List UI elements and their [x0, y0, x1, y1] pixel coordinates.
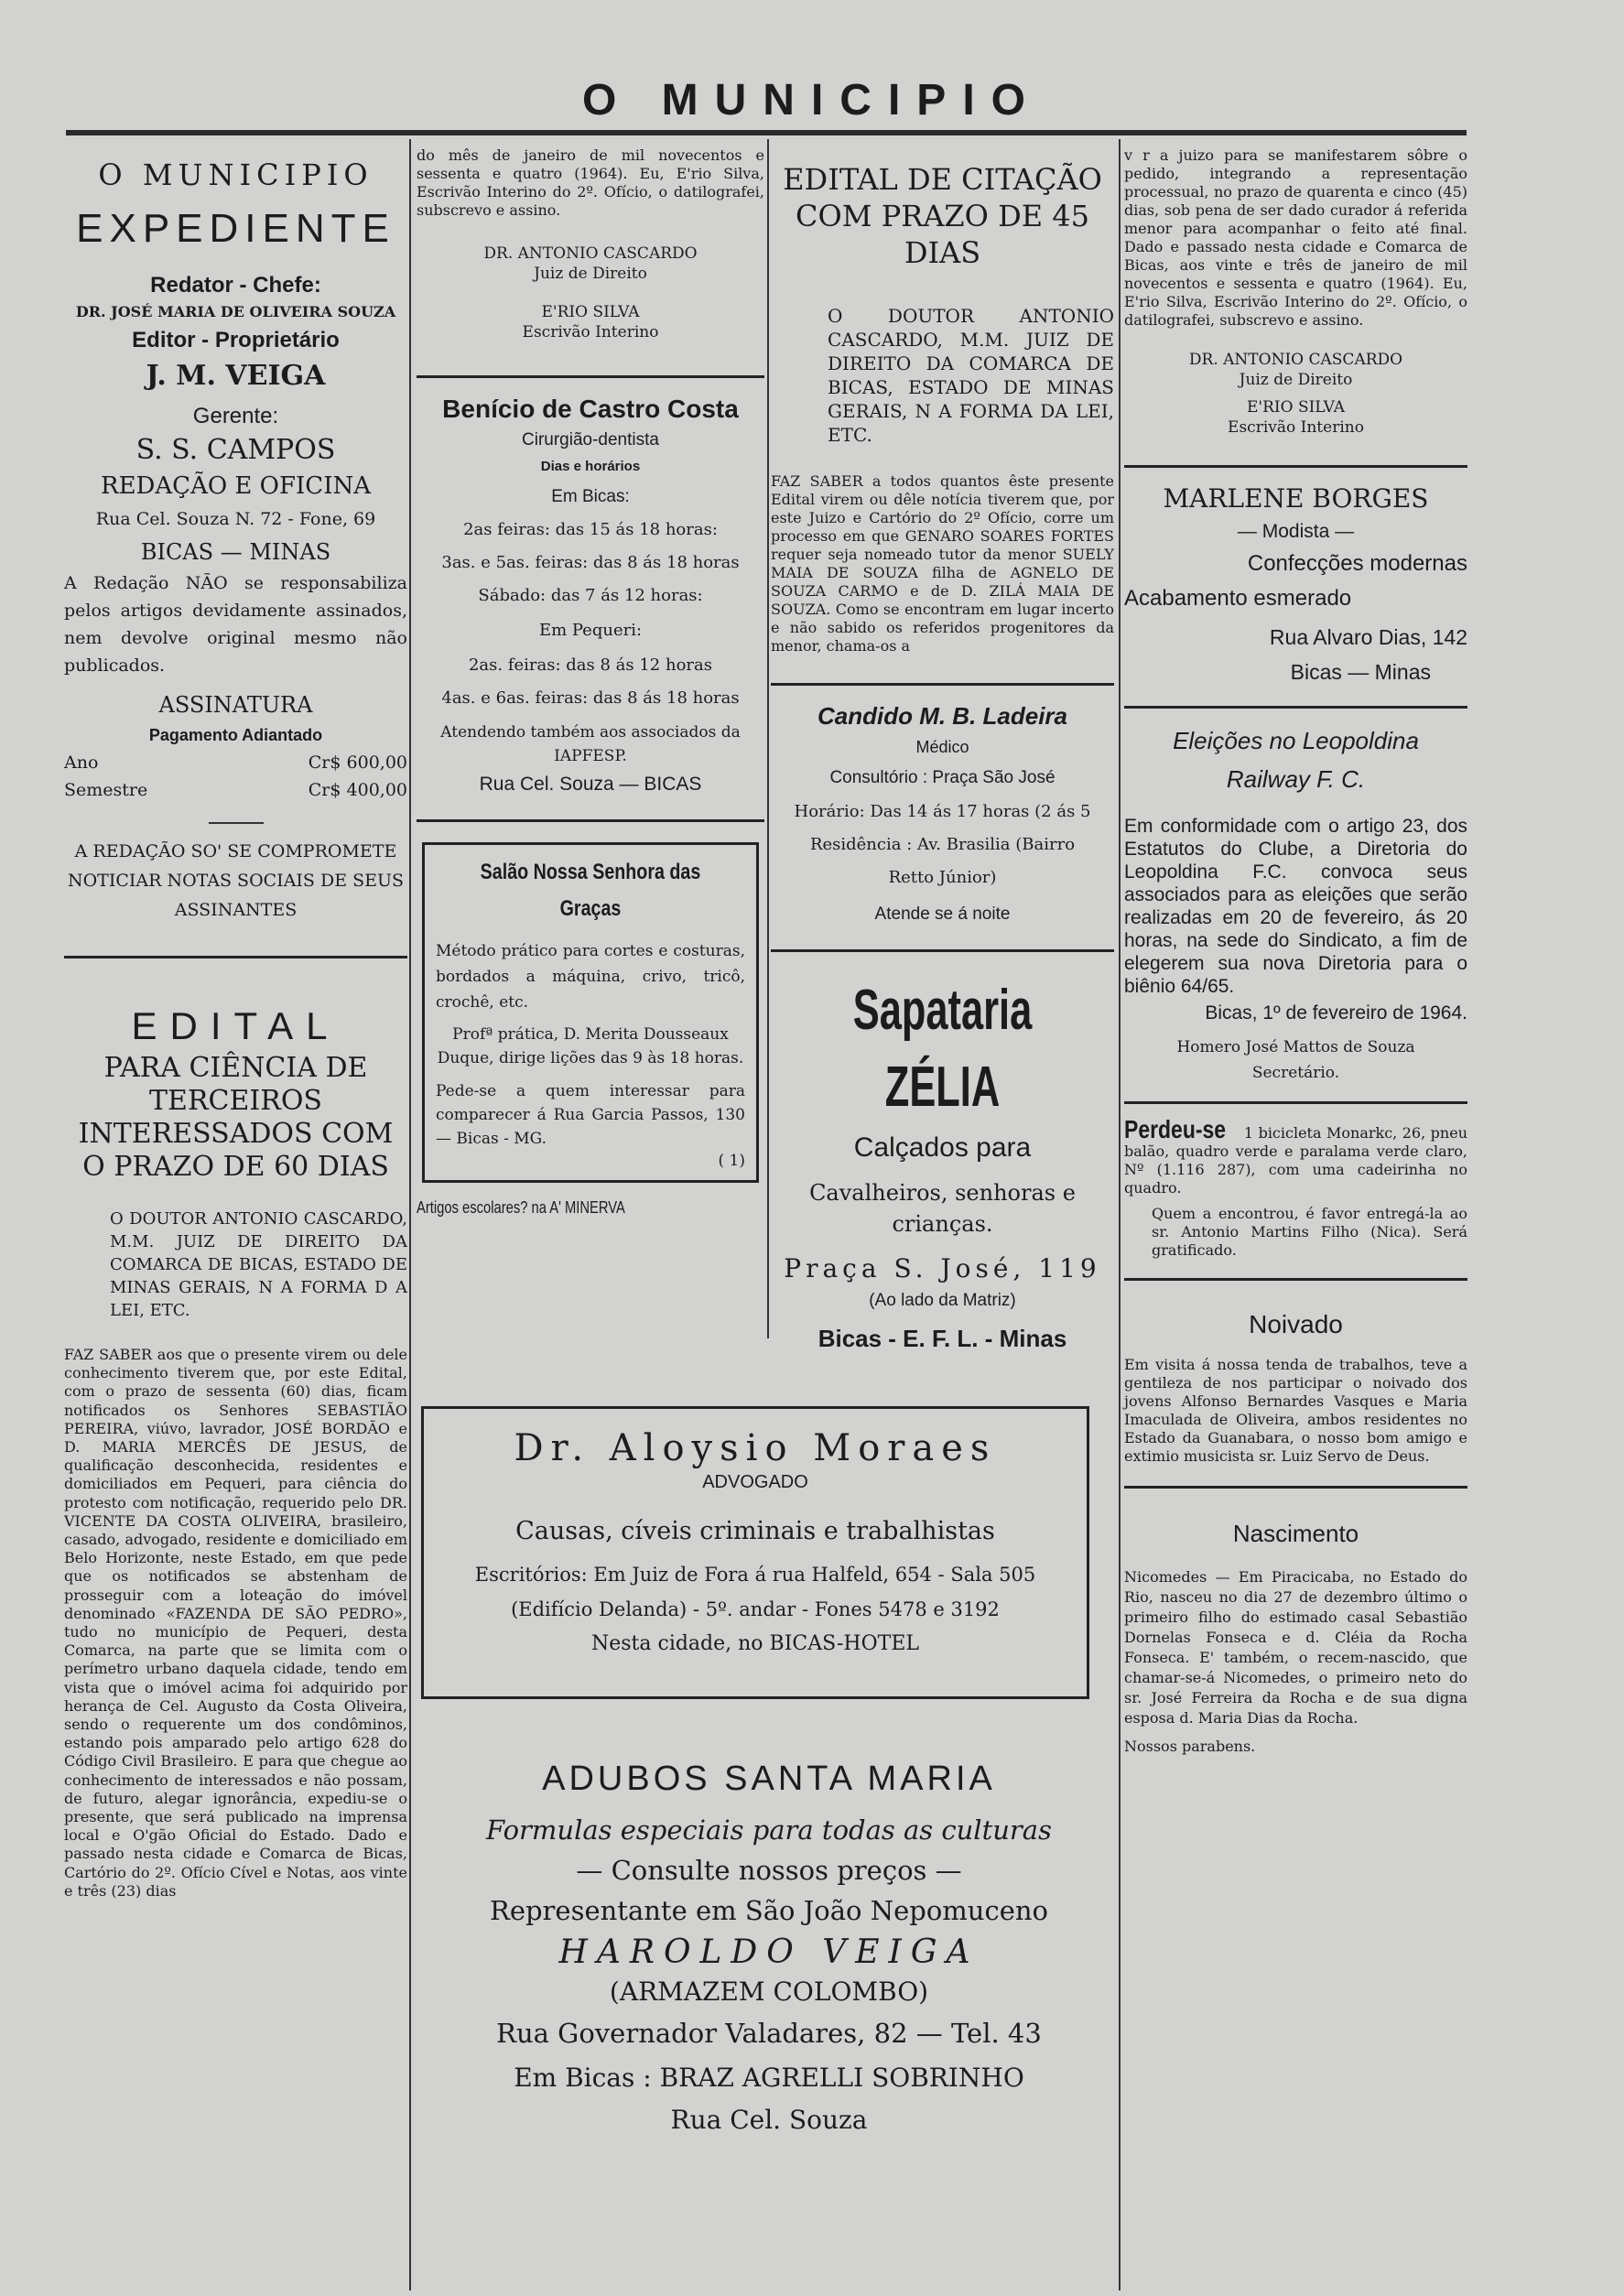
adubos-haroldo: HAROLDO VEIGA	[558, 1933, 980, 1971]
artigos-escolares-ad-wrap	[417, 1194, 764, 1222]
edital-title: EDITAL	[131, 1004, 341, 1047]
compromete-notice: A REDAÇÃO SO' SE COMPROMETE NOTICIAR NOTAS SOCIAIS DE SEUS ASSINANTES	[67, 841, 405, 920]
dentist-ad	[417, 391, 764, 801]
section-divider	[771, 683, 1114, 686]
price-row-semestre	[64, 776, 407, 804]
salao-contact: Pede-se a quem interessar para comparecer á Rua Garcia Passos, 130 — Bicas - MG.	[436, 1082, 745, 1148]
em-pequeri: Em Pequeri:	[538, 621, 643, 640]
nascimento-title: Nascimento	[1232, 1520, 1359, 1547]
adubos-armazem: (ARMAZEM COLOMBO)	[609, 1977, 929, 2007]
eleicoes-body: Em conformidade com o artigo 23, dos Estatutos do Clube, a Diretoria do Leopoldina F.C. convoca seus associados para as eleições que serão realizadas em 20 de fevereiro, ás 20 horas, na sede do Sindicato, a fim de elegerem sua nova Diretoria para o biênio 64/65.	[1124, 816, 1467, 997]
eleicoes-notice	[1124, 721, 1467, 1083]
dentist-address: Rua Cel. Souza — BICAS	[479, 774, 702, 795]
short-divider	[209, 822, 264, 824]
eleicoes-role: Secretário.	[1251, 1064, 1340, 1082]
gerente-name: S. S. CAMPOS	[135, 434, 336, 466]
ano-price: Cr$ 600,00	[308, 753, 407, 773]
sapataria-title-wrap	[771, 972, 1114, 1126]
bicas-hours-3: Sábado: das 7 ás 12 horas:	[478, 586, 703, 605]
masthead: O MUNICIPIO	[581, 76, 1042, 125]
em-bicas: Em Bicas:	[551, 487, 630, 506]
section-divider	[1124, 1278, 1467, 1281]
adubos-ad	[421, 1758, 1117, 2140]
editor-name: J. M. VEIGA	[146, 360, 326, 392]
marlene-modista: — Modista —	[1237, 521, 1355, 542]
section-divider	[771, 949, 1114, 952]
masthead-rule	[66, 130, 1467, 135]
sapataria-title: Sapataria ZÉLIA	[852, 979, 1033, 1119]
clerk-signature: E'RIO SILVA	[541, 303, 640, 321]
redacao-oficina: REDAÇÃO E OFICINA	[101, 472, 371, 500]
section-divider	[1124, 706, 1467, 709]
adubos-consulte: — Consulte nossos preços —	[576, 1855, 962, 1886]
marlene-confeccoes: Confecções modernas	[1247, 551, 1467, 576]
salao-professor: Profª prática, D. Merita Dousseaux Duque, dirige lições das 9 às 18 horas.	[437, 1025, 744, 1067]
judge-title: Juiz de Direito	[1239, 371, 1353, 389]
aloysio-ad	[421, 1406, 1089, 1699]
edital-continuation: do mês de janeiro de mil novecentos e sessenta e quatro (1964). Eu, E'rio Silva, Escrivão Interino do 2º. Ofício, o datilografei, subscrevo e assino.	[417, 146, 764, 219]
aloysio-causas: Causas, cíveis criminais e trabalhistas	[515, 1517, 995, 1545]
gerente-label: Gerente:	[192, 404, 279, 428]
clerk-signature: E'RIO SILVA	[1247, 398, 1345, 417]
aloysio-name: Dr. Aloysio Moraes	[514, 1427, 997, 1469]
pequeri-hours-1: 2as. feiras: das 8 ás 12 horas	[468, 655, 712, 675]
salao-text: Método prático para cortes e costuras, bordados a máquina, crivo, tricô, crochê, etc.	[436, 942, 745, 1012]
column-1	[64, 146, 407, 1901]
marlene-name: MARLENE BORGES	[1163, 483, 1429, 514]
edital-subtitle: PARA CIÊNCIA DE TERCEIROS INTERESSADOS COM O PRAZO DE 60 DIAS	[78, 1052, 394, 1183]
aloysio-edificio: (Edifício Delanda) - 5º. andar - Fones 5478 e 3192	[511, 1598, 1000, 1620]
noivado-notice	[1124, 1306, 1467, 1466]
parabens: Nossos parabens.	[1124, 1738, 1256, 1755]
section-divider	[1124, 1486, 1467, 1489]
citacao-title: EDITAL DE CITAÇÃO COM PRAZO DE 45 DIAS	[783, 162, 1102, 270]
citacao-judge: O DOUTOR ANTONIO CASCARDO, M.M. JUIZ DE DIREITO DA COMARCA DE BICAS, ESTADO DE MINAS GERAIS, N A FORMA DA LEI, ETC.	[828, 305, 1114, 446]
sapataria-city: Bicas - E. F. L. - Minas	[817, 1325, 1067, 1352]
column-2	[417, 146, 764, 1222]
marlene-ad	[1124, 481, 1467, 689]
adubos-formulas: Formulas especiais para todas as culturas	[486, 1814, 1052, 1846]
expediente-heading: EXPEDIENTE	[76, 206, 395, 251]
adubos-representante: Representante em São João Nepomuceno	[489, 1895, 1048, 1926]
column-3	[771, 146, 1114, 1359]
semestre-price: Cr$ 400,00	[308, 780, 407, 800]
ano-label: Ano	[64, 753, 99, 773]
pagamento-label: Pagamento Adiantado	[148, 726, 323, 744]
column-divider	[409, 139, 411, 2291]
consultorio: Consultório : Praça São José	[829, 768, 1056, 787]
perdeu-reward: Quem a encontrou, é favor entregá-la ao sr. Antonio Martins Filho (Nica). Será gratificado.	[1152, 1205, 1467, 1259]
marlene-acabamento: Acabamento esmerado	[1124, 586, 1352, 611]
marlene-address: Rua Alvaro Dias, 142	[1269, 625, 1467, 649]
redator-label: Redator - Chefe:	[150, 273, 321, 298]
perdeu-body: 1 bicicleta Monarkc, 26, pneu balão, quadro verde e paralama verde claro, Nº (1.116 287), com uma cadeirinha no quadro.	[1124, 1124, 1467, 1197]
section-divider	[1124, 465, 1467, 468]
dentist-role: Cirurgião-dentista	[522, 430, 659, 449]
section-divider	[417, 819, 764, 822]
pequeri-hours-2: 4as. e 6as. feiras: das 8 ás 18 horas	[441, 688, 740, 708]
judge-signature: DR. ANTONIO CASCARDO	[1188, 351, 1403, 369]
salao-number: ( 1)	[718, 1152, 745, 1170]
aloysio-cidade: Nesta cidade, no BICAS-HOTEL	[590, 1632, 919, 1655]
adubos-rua2: Rua Cel. Souza	[670, 2105, 868, 2135]
perdeu-notice	[1124, 1115, 1467, 1260]
eleicoes-date: Bicas, 1º de fevereiro de 1964.	[1205, 1002, 1467, 1023]
sapataria-public: Cavalheiros, senhoras e crianças.	[809, 1180, 1076, 1237]
salao-ad	[422, 842, 759, 1183]
bicas-hours-1: 2as feiras: das 15 ás 18 horas:	[463, 520, 718, 539]
nascimento-body: Nicomedes — Em Piracicaba, no Estado do Rio, nasceu no dia 27 de dezembro último o primeiro filho do estimado casal Sebastião Dornelas Fonseca e d. Cléia da Rocha Fonseca. E' também, o recem-nascido, que chamar-se-á Nicomedes, o primeiro neto do sr. José Ferreira da Rocha e de sua digna esposa d. Maria Dias da Rocha.	[1124, 1568, 1467, 1727]
aloysio-role: ADVOGADO	[702, 1472, 808, 1492]
section-divider	[64, 956, 407, 958]
perdeu-body-wrap	[1124, 1115, 1467, 1197]
edital-judge: O DOUTOR ANTONIO CASCARDO, M.M. JUIZ DE DIREITO DA COMARCA DE BICAS, ESTADO DE MINAS GERAIS, N A FORMA D A LEI, ETC.	[110, 1209, 407, 1320]
judge-signature: DR. ANTONIO CASCARDO	[483, 244, 698, 263]
doctor-name: Candido M. B. Ladeira	[817, 702, 1068, 730]
perdeu-label: Perdeu-se	[1124, 1115, 1227, 1143]
doctor-residence: Residência : Av. Brasilia (Bairro Retto Júnior)	[809, 835, 1076, 887]
aloysio-escritorio: Escritórios: Em Juiz de Fora á rua Halfeld, 654 - Sala 505	[474, 1564, 1036, 1586]
noivado-title: Noivado	[1249, 1310, 1343, 1338]
marlene-city: Bicas — Minas	[1290, 660, 1431, 684]
eleicoes-title: Eleições no Leopoldina Railway F. C.	[1173, 727, 1419, 793]
assinatura-heading: ASSINATURA	[158, 692, 313, 718]
column-divider	[767, 139, 769, 1338]
clerk-title: Escrivão Interino	[1228, 418, 1364, 437]
iapfesp-note: Atendendo também aos associados da IAPFESP.	[440, 723, 741, 765]
nascimento-notice	[1124, 1516, 1467, 1756]
dias-horarios: Dias e horários	[540, 459, 641, 474]
noivado-body: Em visita á nossa tenda de trabalhos, teve a gentileza de nos participar o noivado dos jovens Alfonso Bernardes Vasques e Maria Imaculada de Oliveira, ambos residentes no Estado da Guanabara, o nosso bom amigo e extimio musicista sr. Luiz Servo de Deus.	[1124, 1356, 1467, 1465]
redator-name: DR. JOSÉ MARIA DE OLIVEIRA SOUZA	[75, 303, 396, 320]
column-divider	[1119, 139, 1121, 2291]
semestre-label: Semestre	[64, 780, 148, 800]
doctor-hours: Horário: Das 14 ás 17 horas (2 ás 5	[794, 802, 1091, 821]
doctor-night: Atende se á noite	[874, 904, 1011, 924]
eleicoes-signature: Homero José Mattos de Souza	[1176, 1038, 1415, 1056]
citacao-body: FAZ SABER a todos quantos êste presente Edital virem ou dêle notícia tiverem que, por este Juizo e Cartório do 2º Ofício, corre um processo em que GENARO SOARES FORTES requer seja nomeado tutor da menor SUELY MAIA DE SOUZA filha de AGNELO DE SOUZA CARMO e de D. ZILÁ MAIA DE SOUZA. Como se encontram em lugar incerto e não sabido os referidos progenitores da menor, chama-os a	[771, 472, 1114, 655]
adubos-bicas: Em Bicas : BRAZ AGRELLI SOBRINHO	[514, 2063, 1024, 2093]
artigos-escolares-ad: Artigos escolares? na A' MINERVA	[417, 1198, 625, 1217]
dentist-name: Benício de Castro Costa	[442, 395, 739, 423]
salao-title-wrap	[436, 854, 745, 927]
price-row-ano	[64, 749, 407, 776]
paper-title: O MUNICIPIO	[98, 157, 374, 192]
sapataria-calcados: Calçados para	[853, 1132, 1032, 1163]
editor-label: Editor - Proprietário	[132, 328, 340, 352]
bicas-hours-2: 3as. e 5as. feiras: das 8 ás 18 horas	[441, 553, 740, 572]
city: BICAS — MINAS	[140, 539, 331, 565]
salao-title: Salão Nossa Senhora das Graças	[480, 860, 701, 921]
doctor-ad	[771, 699, 1114, 931]
edital-body: FAZ SABER aos que o presente virem ou dele conhecimento tiverem que, por este Edital, com o prazo de sessenta (60) dias, ficam notificados os Senhores SEBASTIÃO PEREIRA, viúvo, lavrador, JOSÉ BORDÃO e D. MARIA MERCÊS DE JESUS, de qualificação desconhecida, residentes e domiciliados em Pequeri, para ciência do protesto com notificação, requerido pelo DR. VICENTE DA COSTA OLIVEIRA, brasileiro, casado, advogado, residente e domiciliado em Belo Horizonte, neste Estado, em que pede que os notificados se abstenham de prosseguir com a loteação do imóvel denominado «FAZENDA DE SÃO PEDRO», tudo no município de Pequeri, desta Comarca, na parte que se limita com o perímetro urbano daquela cidade, tendo em vista que o imóvel acima foi adquirido por herança de Cel. Augusto da Costa Oliveira, sendo o requerente um dos condôminos, estando pois amparado pelo artigo 628 do Código Civil Brasileiro. E para que chegue ao conhecimento de interessados e não possam, de futuro, alegar ignorância, expediu-se o presente, que será publicado na imprensa local e O'gão Oficial do Estado. Dado e passado nesta cidade e Comarca de Bicas, Cartório do 2º. Ofício Cível e Notas, aos vinte e três (23) dias	[64, 1346, 407, 1900]
responsibility-notice: A Redação NÃO se responsabiliza pelos artigos devidamente assinados, nem devolve original mesmo não publicados.	[64, 573, 407, 676]
sapataria-address: Praça S. José, 119	[784, 1253, 1101, 1283]
sapataria-ad	[771, 972, 1114, 1359]
sapataria-matriz: (Ao lado da Matriz)	[869, 1291, 1016, 1310]
address: Rua Cel. Souza N. 72 - Fone, 69	[95, 509, 376, 529]
clerk-title: Escrivão Interino	[522, 323, 659, 341]
judge-title: Juiz de Direito	[534, 265, 647, 283]
doctor-role: Médico	[915, 738, 969, 756]
section-divider	[1124, 1101, 1467, 1104]
adubos-title: ADUBOS SANTA MARIA	[542, 1760, 996, 1798]
section-divider	[417, 375, 764, 378]
citacao-continuation: v r a juizo para se manifestarem sôbre o pedido, integrando a representação processual, no prazo de quarenta e cinco (45) dias, sob pena de ser dado curador á referida menor para acompanhar o feito até final. Dado e passado nesta cidade e Comarca de Bicas, aos vinte e três de janeiro de mil novecentos e sessenta e quatro (1964). Eu, E'rio Silva, Escrivão Interino do 2º. Ofício, o datilografei, subscrevo e assino.	[1124, 146, 1467, 329]
adubos-rua: Rua Governador Valadares, 82 — Tel. 43	[496, 2018, 1042, 2049]
column-4	[1124, 146, 1467, 1756]
